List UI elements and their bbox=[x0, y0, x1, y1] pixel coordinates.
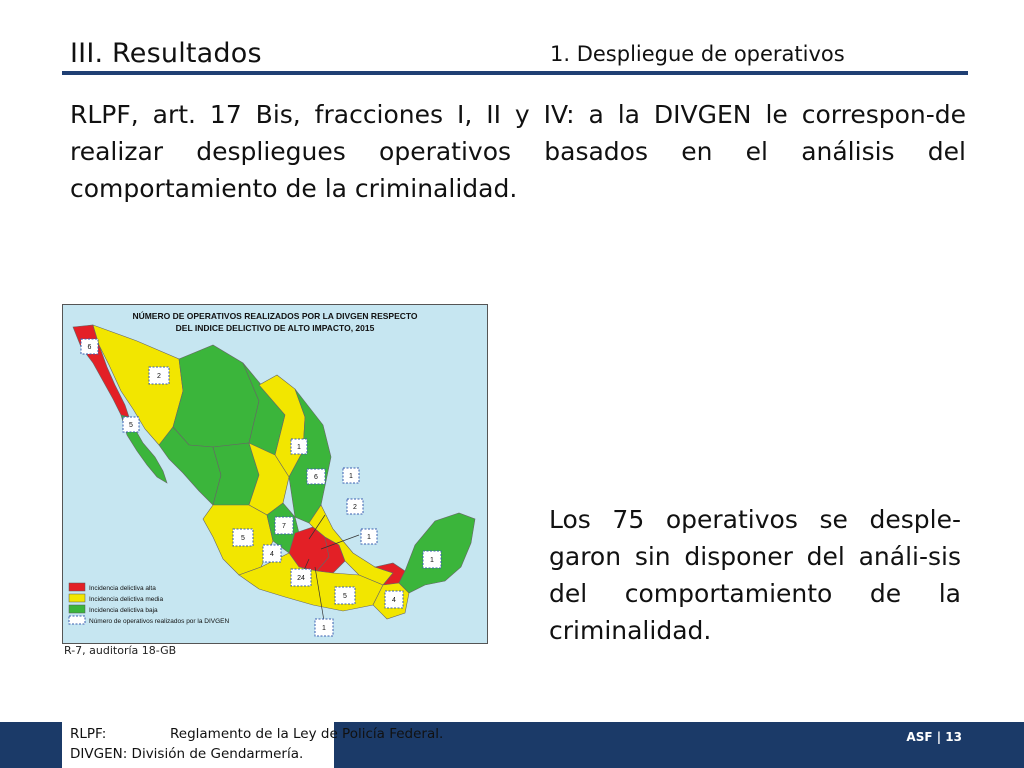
footnote-definition: Reglamento de la Ley de Policía Federal. bbox=[170, 726, 444, 742]
footnote-term: RLPF: bbox=[70, 726, 107, 742]
map-title-line2: DEL INDICE DELICTIVO DE ALTO IMPACTO, 2015 bbox=[175, 323, 375, 333]
side-paragraph: Los 75 operativos se desple-garon sin disponer del análi-sis del comportamiento de la criminalidad. bbox=[549, 505, 961, 645]
page-number: ASF | 13 bbox=[906, 730, 962, 744]
legend-label-high: Incidencia delictiva alta bbox=[89, 585, 156, 592]
section-subtitle: 1. Despliegue de operativos bbox=[550, 42, 845, 66]
op-count-label: 2 bbox=[157, 373, 161, 380]
op-count-label: 5 bbox=[129, 422, 133, 429]
title-divider bbox=[62, 71, 968, 75]
op-count-label: 1 bbox=[297, 444, 301, 451]
op-count-label: 5 bbox=[241, 535, 245, 542]
map-title-line1: NÚMERO DE OPERATIVOS REALIZADOS POR LA DIVGEN RESPECTO bbox=[132, 311, 418, 321]
op-count-label: 6 bbox=[87, 344, 92, 351]
legend-label-operations: Número de operativos realizados por la DIVGEN bbox=[89, 618, 230, 625]
op-count-label: 7 bbox=[282, 523, 286, 530]
op-count-label: 4 bbox=[392, 597, 396, 604]
op-count-label: 4 bbox=[270, 551, 274, 558]
op-count-label: 5 bbox=[343, 593, 347, 600]
footnote-divgen bbox=[70, 746, 303, 762]
op-count-label: 1 bbox=[430, 557, 434, 564]
footnote-term: DIVGEN: bbox=[70, 746, 128, 762]
footnote-rlpf bbox=[70, 726, 443, 742]
op-count-label: 2 bbox=[353, 504, 357, 511]
op-count-label: 1 bbox=[322, 625, 326, 632]
legend-label-low: Incidencia delictiva baja bbox=[89, 607, 158, 614]
legend-label-medium: Incidencia delictiva media bbox=[89, 596, 164, 603]
legend-swatch-operations bbox=[69, 616, 85, 624]
figure-source: R-7, auditoría 18-GB bbox=[64, 644, 177, 657]
legend-swatch-medium bbox=[69, 594, 85, 602]
footnote-definition: División de Gendarmería. bbox=[131, 746, 304, 762]
mexico-map bbox=[63, 305, 487, 643]
map-figure bbox=[62, 304, 488, 644]
legend-swatch-low bbox=[69, 605, 85, 613]
page-title: III. Resultados bbox=[70, 38, 262, 69]
op-count-label: 1 bbox=[367, 534, 371, 541]
op-count-label: 1 bbox=[349, 473, 353, 480]
intro-paragraph: RLPF, art. 17 Bis, fracciones I, II y IV: a la DIVGEN le correspon-de realizar despliegues operativos basados en el análisis del comportamiento de la criminalidad. bbox=[70, 100, 966, 203]
legend-swatch-high bbox=[69, 583, 85, 591]
op-count-label: 24 bbox=[297, 575, 305, 582]
op-count-label: 6 bbox=[314, 474, 318, 481]
